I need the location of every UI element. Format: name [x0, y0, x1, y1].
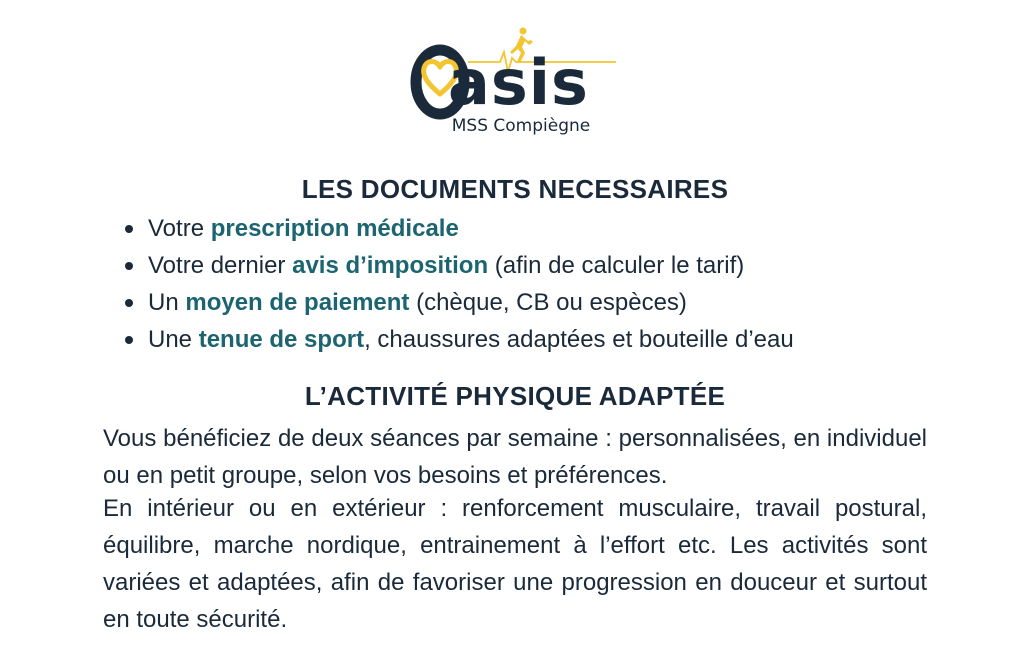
- activity-heading: L’ACTIVITÉ PHYSIQUE ADAPTÉE: [304, 381, 726, 411]
- list-item: Votre prescription médicale: [122, 210, 794, 247]
- documents-list: [122, 210, 794, 358]
- activity-paragraph-2: En intérieur ou en extérieur : renforcement musculaire, travail postural, équilibre, marche nordique, entrainement à l’effort etc. Les activités sont variées et adaptées, afin de favoriser une progression en douceur et surtout en toute sécurité.: [103, 495, 927, 633]
- documents-heading: LES DOCUMENTS NECESSAIRES: [301, 174, 729, 204]
- logo-subtitle: MSS Compiègne: [451, 116, 591, 136]
- oasis-logo: [408, 22, 628, 142]
- activity-paragraph-1: Vous bénéficiez de deux séances par semaine : personnalisées, en individuel ou en petit groupe, selon vos besoins et préférences.: [103, 425, 927, 489]
- logo-wordmark: asis: [448, 46, 589, 119]
- list-item: Votre dernier avis d’imposition (afin de calculer le tarif): [122, 247, 794, 284]
- list-item: Un moyen de paiement (chèque, CB ou espèces): [122, 284, 794, 321]
- list-item: Une tenue de sport, chaussures adaptées et bouteille d’eau: [122, 321, 794, 358]
